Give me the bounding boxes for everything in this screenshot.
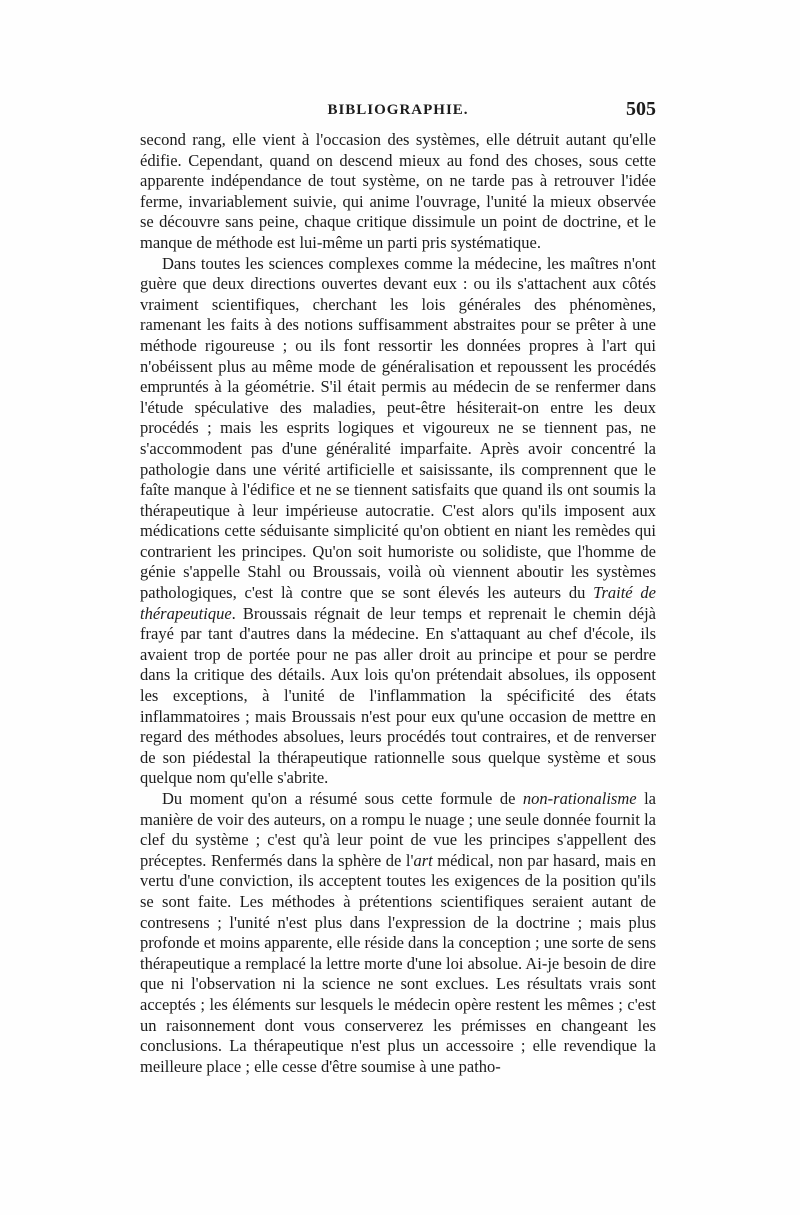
running-head [140, 98, 656, 128]
paragraph-2 [140, 254, 656, 789]
body-text [140, 130, 656, 1077]
paragraph-text: Du moment qu'on a résumé sous cette formule de [162, 789, 523, 808]
paragraph-text: second rang, elle vient à l'occasion des systèmes, elle détruit autant qu'elle édifie. Cependant, quand on descend mieux au fond des choses, sous cette apparente indépendance de tout système, on ne tarde pas à retrouver l'idée ferme, invariablement suivie, qui anime l'ouvrage, l'unité la mieux observée se découvre sans peine, chaque critique dissimule un point de doctrine, et le manque de méthode est lui-même un parti pris systématique. [140, 130, 656, 252]
page-number: 505 [626, 98, 656, 120]
book-title-italic: Traité de thérapeutique [140, 583, 656, 623]
paragraph-3 [140, 789, 656, 1077]
term-italic: non-rationalisme [522, 789, 637, 808]
paragraph-1 [140, 130, 656, 254]
term-italic: art [413, 850, 433, 870]
running-title: BIBLIOGRAPHIE. [327, 102, 469, 118]
paragraph-text: la manière de voir des auteurs, on a rompu le nuage ; une seule donnée fournit la clef du système ; c'est qu'à leur point de vue les principes s'appellent des préceptes. Renfermés dans la sphère de l' [140, 789, 656, 870]
paragraph-text: médical, non par hasard, mais en vertu d'une conviction, ils acceptent toutes les exigences de la position qu'ils se sont faite. Les méthodes à prétentions scientifiques seraient autant de contresens ; l'unité n'est plus dans l'expression de la doctrine ; mais plus profonde et moins apparente, elle réside dans la conception ; une sorte de sens thérapeutique a remplacé la lettre morte d'une loi absolue. Ai-je besoin de dire que ni l'observation ni la science ne sont exclues. Les résultats vrais sont acceptés ; les éléments sur lesquels le médecin opère restent les mêmes ; c'est un raisonnement dont vous conserverez les prémisses en changeant les conclusions. La thérapeutique n'est plus un accessoire ; elle revendique la meilleure place ; elle cesse d'être soumise à une patho- [140, 850, 656, 1076]
paragraph-text: . Broussais régnait de leur temps et reprenait le chemin déjà frayé par tant d'autres dans la médecine. En s'attaquant au chef d'école, ils avaient trop de portée pour ne pas aller droit au principe et pour se perdre dans la critique des détails. Aux lois qu'on prétendait absolues, ils opposent les exceptions, à l'unité de l'inflammation la spécificité des états inflammatoires ; mais Broussais n'est pour eux qu'une occasion de mettre en regard des méthodes absolues, leurs procédés tout contraires, et de renverser de son piédestal la thérapeutique rationnelle sous quelque système et sous quelque nom qu'elle s'abrite. [140, 603, 656, 788]
paragraph-text: Dans toutes les sciences complexes comme la médecine, les maîtres n'ont guère que deux directions ouvertes devant eux : ou ils s'attachent aux côtés vraiment scientifiques, cherchant les lois générales des phénomènes, ramenant les faits à des notions suffisamment abstraites pour se prêter à une méthode rigoureuse ; ou ils font ressortir les données propres à l'art qui n'obéissent plus au même mode de généralisation et repoussent les procédés empruntés à la géométrie. S'il était permis au médecin de se renfermer dans l'étude spéculative des maladies, peut-être hésiterait-on entre les deux procédés ; mais les esprits logiques et vigoureux ne se tiennent pas, ne s'accommodent pas d'une généralité imparfaite. Après avoir concentré la pathologie dans une vérité artificielle et saisissante, ils comprennent que le faîte manque à l'édifice et ne se tiennent satisfaits que quand ils ont soumis la thérapeutique à leur impérieuse autocratie. C'est alors qu'ils imposent aux médications cette séduisante simplicité qu'on obtient en niant les remèdes qui contrarient les principes. Qu'on soit humoriste ou solidiste, que l'homme de génie s'appelle Stahl ou Broussais, voilà où viennent aboutir les systèmes pathologiques, c'est là contre que se sont élevés les auteurs du [140, 253, 656, 603]
